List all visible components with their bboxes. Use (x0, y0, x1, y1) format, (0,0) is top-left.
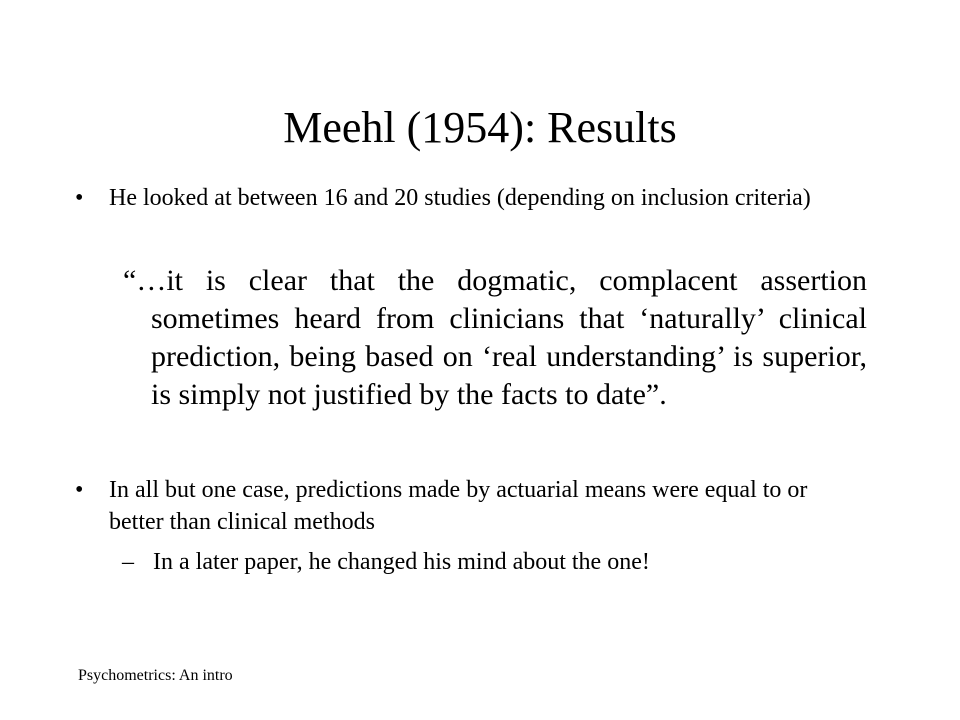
bullet-item (75, 474, 855, 538)
slide-footer: Psychometrics: An intro (78, 667, 233, 684)
bullet-marker: • (75, 477, 84, 503)
bullet-text: He looked at between 16 and 20 studies (depending on inclusion criteria) (109, 185, 811, 211)
slide-title: Meehl (1954): Results (283, 103, 677, 152)
sub-bullet-item (122, 546, 842, 578)
bullet-text: In all but one case, predictions made by actuarial means were equal to or better than clinical methods (109, 477, 808, 535)
quote-block: “…it is clear that the dogmatic, complacent assertion sometimes heard from clinicians that ‘naturally’ clinical prediction, being based on ‘real understanding’ is superior, is simply not justified by the facts to date”. (123, 264, 867, 411)
sub-bullet-text: In a later paper, he changed his mind about the one! (153, 549, 650, 575)
bullet-marker: • (75, 185, 84, 211)
bullet-item (75, 182, 855, 214)
sub-bullet-marker: – (122, 549, 134, 575)
